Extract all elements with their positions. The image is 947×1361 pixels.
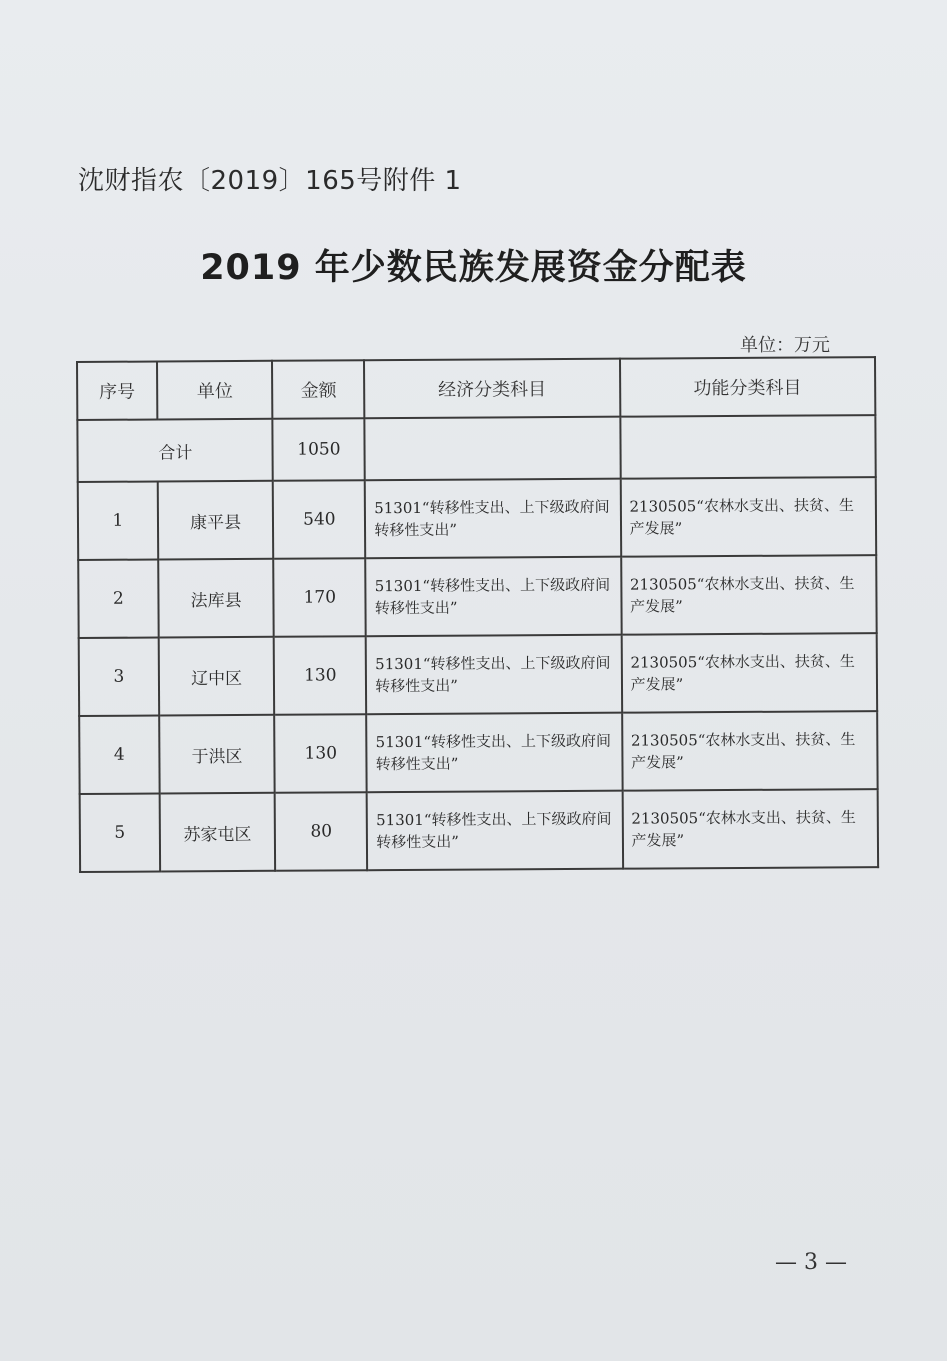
page-title: 2019 年少数民族发展资金分配表 bbox=[200, 248, 747, 288]
header-func: 功能分类科目 bbox=[620, 357, 876, 417]
row-seq: 2 bbox=[78, 560, 158, 638]
row-amount: 540 bbox=[273, 480, 365, 559]
page-number: — 3 — bbox=[775, 1250, 847, 1275]
total-func-empty bbox=[620, 415, 876, 479]
row-func: 2130505“农林水支出、扶贫、生产发展” bbox=[621, 633, 877, 713]
row-unit: 康平县 bbox=[158, 481, 274, 560]
table-row bbox=[79, 711, 877, 794]
row-seq: 5 bbox=[80, 793, 160, 871]
document-reference: 沈财指农〔2019〕165号附件 1 bbox=[78, 166, 462, 196]
row-seq: 4 bbox=[79, 715, 159, 793]
row-econ: 51301“转移性支出、上下级政府间转移性支出” bbox=[367, 791, 623, 871]
header-seq: 序号 bbox=[77, 362, 157, 420]
table-row bbox=[78, 477, 876, 560]
row-amount: 170 bbox=[274, 558, 366, 637]
allocation-table bbox=[76, 356, 879, 873]
row-econ: 51301“转移性支出、上下级政府间转移性支出” bbox=[366, 635, 622, 715]
row-amount: 130 bbox=[275, 714, 367, 793]
table-row bbox=[78, 555, 876, 638]
row-unit: 苏家屯区 bbox=[159, 793, 275, 872]
row-unit: 辽中区 bbox=[158, 637, 274, 716]
row-seq: 3 bbox=[79, 638, 159, 716]
row-func: 2130505“农林水支出、扶贫、生产发展” bbox=[622, 789, 878, 869]
row-func: 2130505“农林水支出、扶贫、生产发展” bbox=[620, 477, 876, 557]
row-unit: 于洪区 bbox=[159, 715, 275, 794]
table-row bbox=[79, 633, 877, 716]
table-header-row bbox=[77, 357, 875, 420]
header-amount: 金额 bbox=[272, 360, 364, 419]
row-econ: 51301“转移性支出、上下级政府间转移性支出” bbox=[365, 557, 621, 637]
row-econ: 51301“转移性支出、上下级政府间转移性支出” bbox=[366, 713, 622, 793]
unit-label: 单位：万元 bbox=[740, 335, 830, 356]
header-econ: 经济分类科目 bbox=[364, 359, 620, 419]
row-seq: 1 bbox=[78, 482, 158, 560]
header-unit: 单位 bbox=[157, 361, 273, 420]
row-amount: 130 bbox=[274, 636, 366, 715]
row-amount: 80 bbox=[275, 792, 367, 871]
total-row bbox=[77, 415, 875, 482]
row-func: 2130505“农林水支出、扶贫、生产发展” bbox=[621, 555, 877, 635]
total-label: 合计 bbox=[77, 419, 273, 482]
row-func: 2130505“农林水支出、扶贫、生产发展” bbox=[622, 711, 878, 791]
total-amount: 1050 bbox=[273, 418, 365, 481]
total-econ-empty bbox=[365, 417, 621, 481]
row-econ: 51301“转移性支出、上下级政府间转移性支出” bbox=[365, 479, 621, 559]
table-row bbox=[80, 789, 878, 872]
row-unit: 法库县 bbox=[158, 559, 274, 638]
